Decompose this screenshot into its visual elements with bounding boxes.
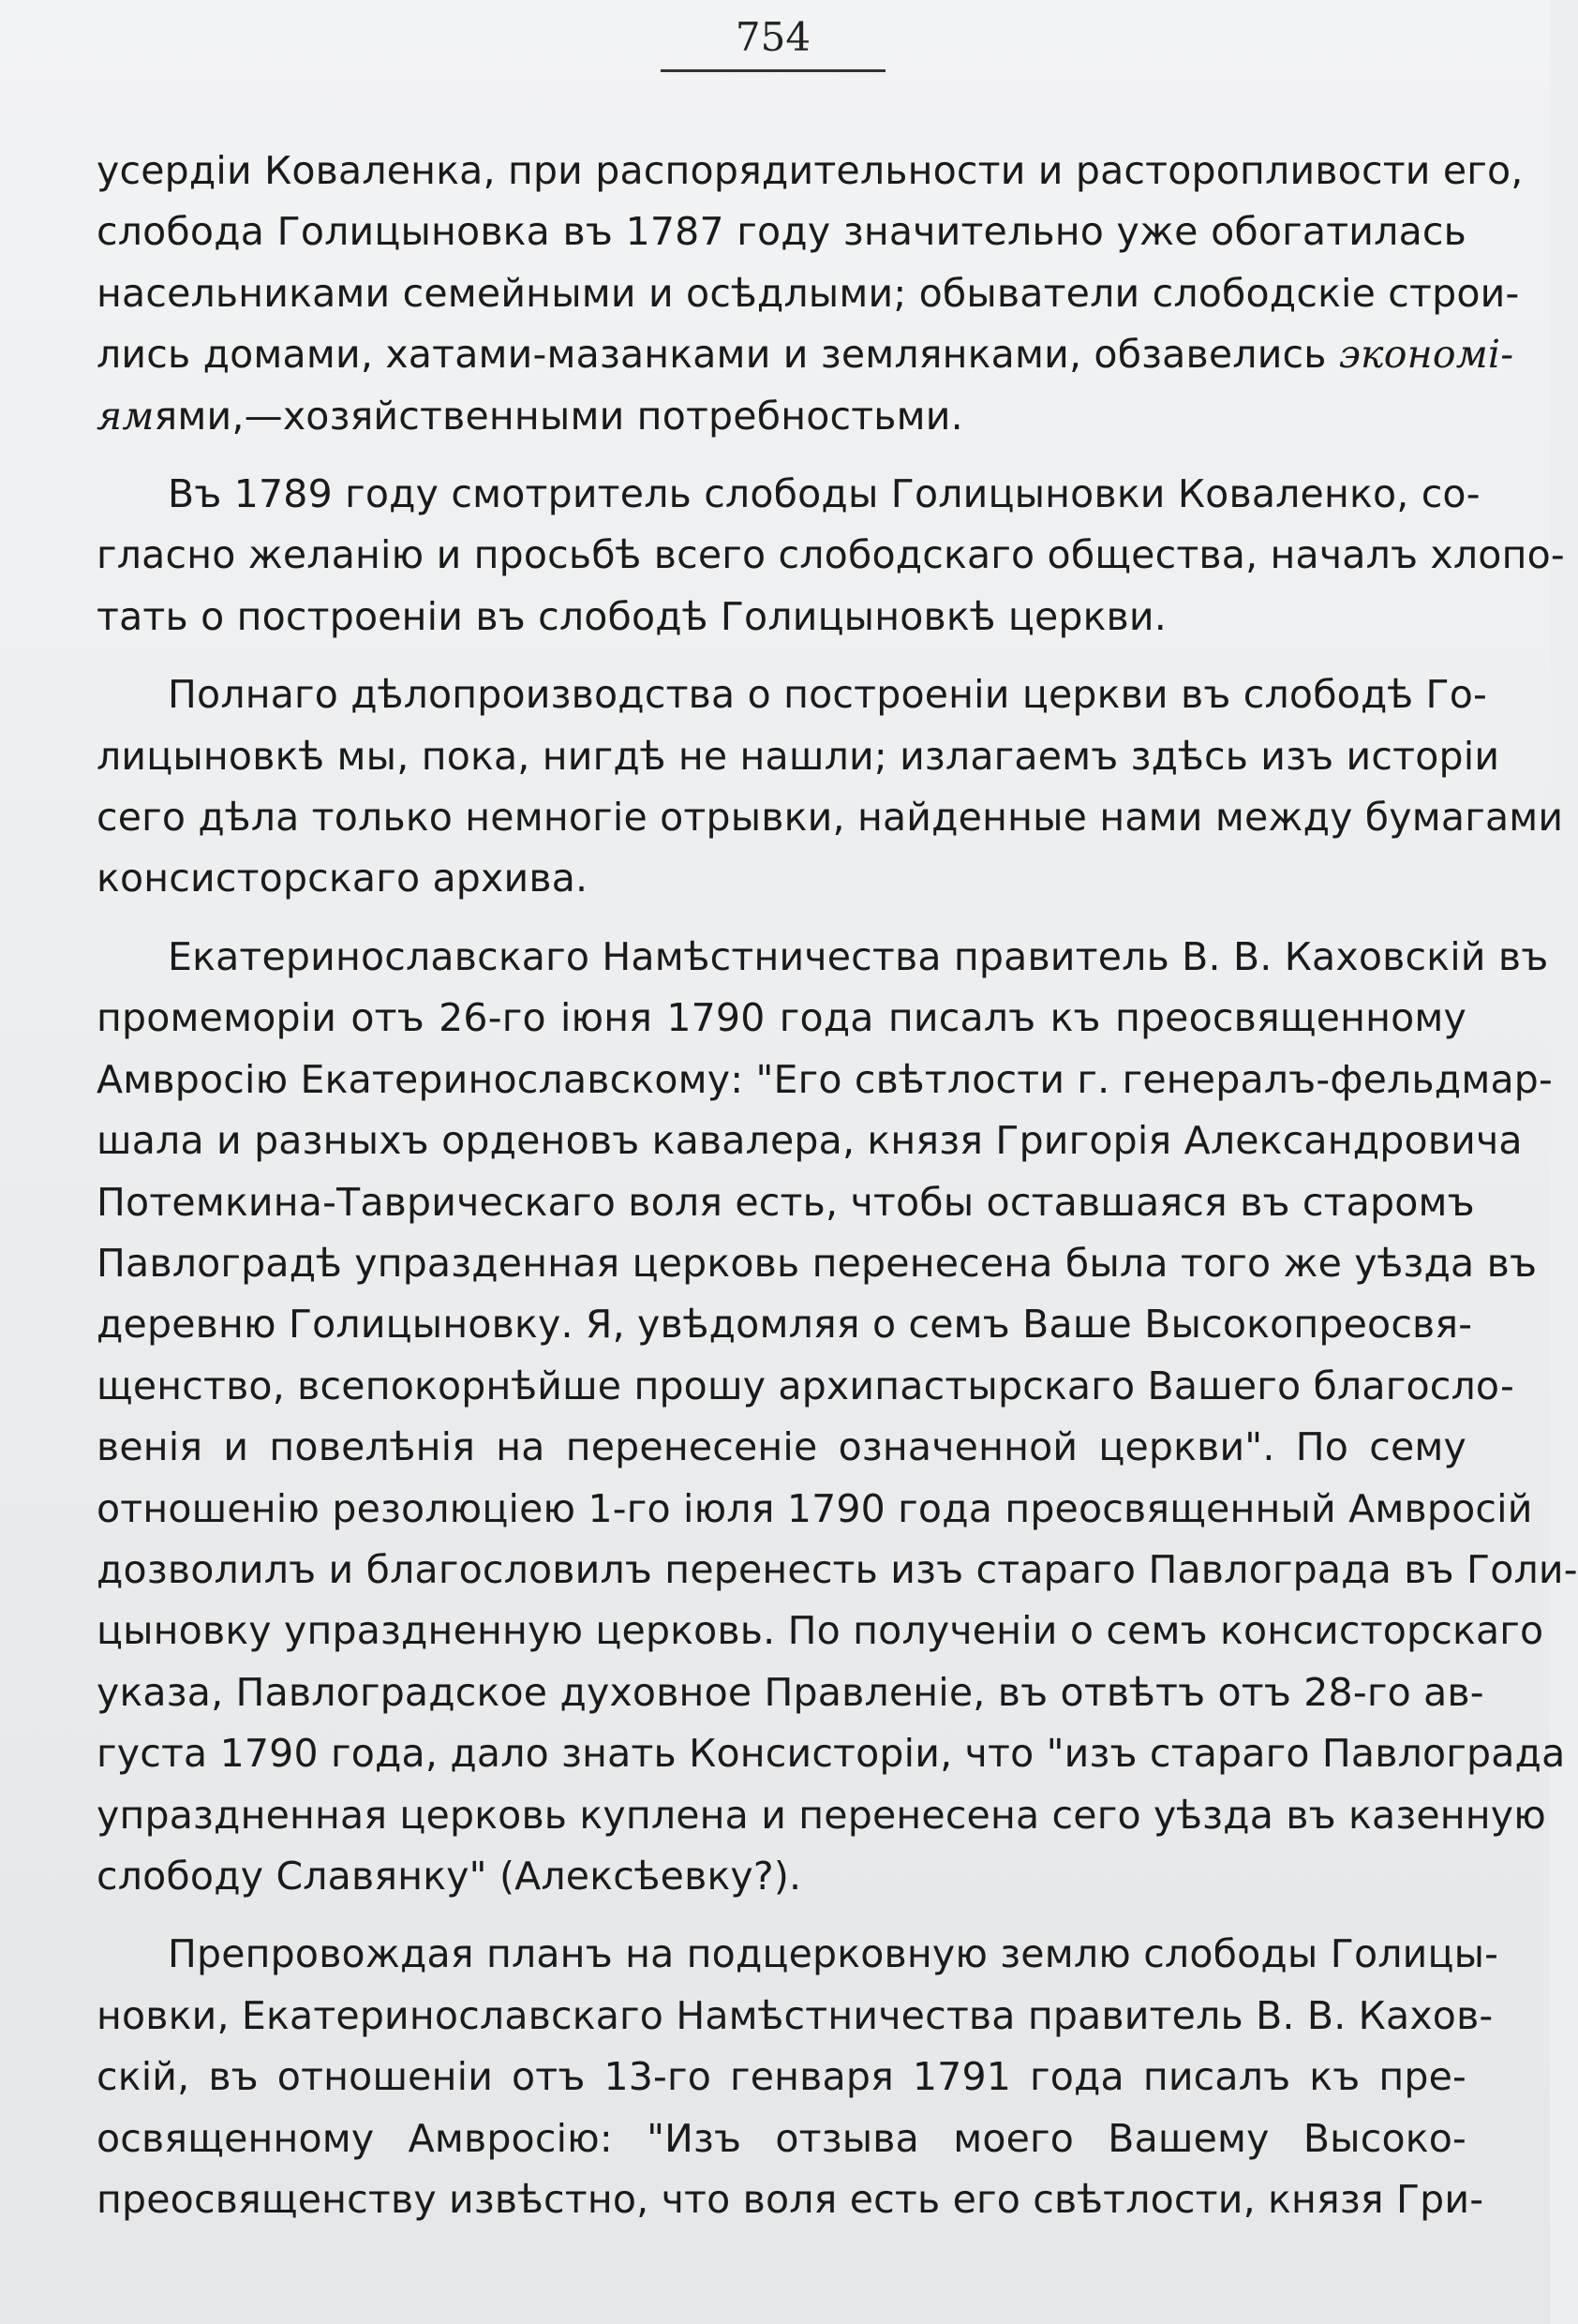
text-line: насельниками семейными и осѣдлыми; обыватели слободскiе строи-	[97, 270, 1520, 316]
paragraph-1	[97, 141, 1524, 447]
italic-word: экономi-	[1338, 332, 1514, 378]
text-line: Амвросiю Екатеринославскому: "Его свѣтлости г. генералъ-фельдмар-	[97, 1056, 1554, 1102]
text-segment: ями,—хозяйственными потребностьми.	[154, 393, 963, 439]
text-line: гласно желанiю и просьбѣ всего слободскаго общества, началъ хлопо-	[97, 532, 1565, 578]
text-line: отношенiю резолюцiею 1-го iюля 1790 года преосвященный Амвросiй	[97, 1485, 1533, 1531]
paragraph-5	[97, 1924, 1499, 2230]
text-line: скiй, въ отношенiи отъ 13-го генваря 1791 года писалъ къ пре-	[97, 2054, 1466, 2100]
text-line: освященному Амвросiю: "Изъ отзыва моего Вашему Высоко-	[97, 2115, 1466, 2161]
text-line: Екатеринославскаго Намѣстничества правитель В. В. Каховскiй въ	[168, 933, 1549, 979]
text-line: тать о построенiи въ слободѣ Голицыновкѣ церкви.	[97, 593, 1168, 639]
text-line: Павлоградѣ упразденная церковь перенесена была того же уѣзда въ	[97, 1240, 1538, 1286]
text-line: преосвященству извѣстно, что воля есть его свѣтлости, князя Гри-	[97, 2177, 1484, 2222]
text-line	[97, 386, 1466, 447]
body-text	[97, 141, 1578, 2247]
paragraph-4	[97, 927, 1578, 1908]
text-line: сего дѣла только немногiе отрывки, найденные нами между бумагами	[97, 795, 1564, 841]
text-line: венiя и повелѣнiя на перенесенiе означенной церкви". По сему	[97, 1424, 1466, 1470]
text-line: лицыновкѣ мы, пока, нигдѣ не нашли; излагаемъ здѣсь изъ исторiи	[97, 733, 1500, 779]
text-line: Потемкина-Таврическаго воля есть, чтобы оставшаяся въ старомъ	[97, 1179, 1475, 1225]
text-segment: лись домами, хатами-мазанками и землянками, обзавелись	[97, 332, 1339, 378]
text-line: усердiи Коваленка, при распорядительности и расторопливости его,	[97, 148, 1524, 193]
text-line: слободу Славянку" (Алексѣевку?).	[97, 1853, 802, 1899]
text-line: новки, Екатеринославскаго Намѣстничества правитель В. В. Кахов-	[97, 1992, 1494, 2038]
text-line: Полнаго дѣлопроизводства о построенiи церкви въ слободѣ Го-	[168, 672, 1487, 718]
header-rule	[661, 69, 886, 72]
text-line: Въ 1789 году смотритель слободы Голицыновки Коваленко, со-	[168, 471, 1481, 517]
text-line: цыновку упраздненную церковь. По полученiи о семъ консисторскаго	[97, 1608, 1544, 1654]
italic-word: ям	[97, 393, 155, 439]
text-line: деревню Голицыновку. Я, увѣдомляя о семъ Ваше Высокопреосвя-	[97, 1302, 1473, 1348]
text-line: Препровождая планъ на подцерковную землю слободы Голицы-	[168, 1931, 1499, 1977]
paragraph-3	[97, 664, 1564, 910]
text-line	[97, 324, 1514, 385]
page-number: 754	[735, 14, 811, 60]
text-line: шала и разныхъ орденовъ кавалера, князя Григорiя Александровича	[97, 1118, 1523, 1164]
page-header	[656, 9, 890, 72]
paragraph-2	[97, 464, 1565, 648]
text-line: промеморiи отъ 26-го iюня 1790 года писалъ къ преосвященному	[97, 995, 1466, 1041]
text-line: консисторскаго архива.	[97, 856, 588, 901]
text-line: упраздненная церковь куплена и перенесена сего уѣзда въ казенную	[97, 1792, 1546, 1838]
text-line: слобода Голицыновка въ 1787 году значительно уже обогатилась	[97, 209, 1466, 255]
text-line: густа 1790 года, дало знать Консисторiи, что "изъ стараго Павлограда	[97, 1731, 1566, 1777]
text-line: щенство, всепокорнѣйше прошу архипастырскаго Вашего благослo-	[97, 1363, 1514, 1408]
text-line: дозволилъ и благословилъ перенесть изъ стараго Павлограда въ Голи-	[97, 1546, 1578, 1592]
text-line: указа, Павлоградское духовное Правленiе, въ отвѣтъ отъ 28-го ав-	[97, 1669, 1484, 1715]
